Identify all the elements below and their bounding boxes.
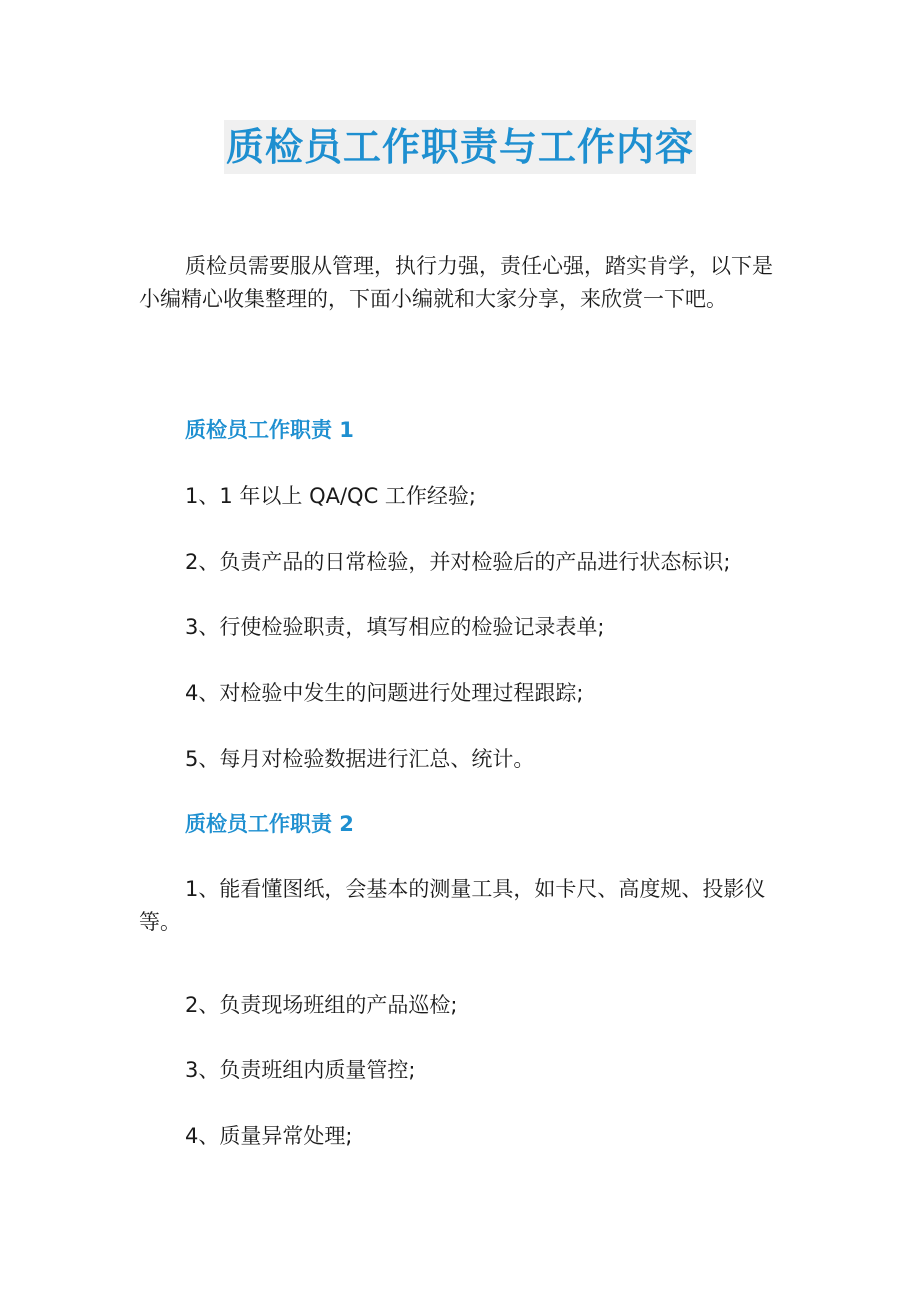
section-2-item-1: 1、能看懂图纸，会基本的测量工具，如卡尺、高度规、投影仪等。 <box>139 877 766 934</box>
section-2-item-4: 4、质量异常处理; <box>185 1124 353 1148</box>
section-2-item-2: 2、负责现场班组的产品巡检; <box>185 993 458 1017</box>
section-heading-2: 质检员工作职责 2 <box>185 812 354 836</box>
section-1-item-5: 5、每月对检验数据进行汇总、统计。 <box>185 747 535 771</box>
section-1-item-2: 2、负责产品的日常检验，并对检验后的产品进行状态标识; <box>185 550 731 574</box>
intro-paragraph: 质检员需要服从管理，执行力强，责任心强，踏实肯学，以下是小编精心收集整理的，下面小编就和大家分享，来欣赏一下吧。 <box>139 254 773 311</box>
section-heading-1: 质检员工作职责 1 <box>185 418 354 442</box>
section-1-item-1: 1、1 年以上 QA/QC 工作经验; <box>185 484 476 508</box>
title-container <box>0 120 920 174</box>
section-1-item-3: 3、行使检验职责，填写相应的检验记录表单; <box>185 615 605 639</box>
section-1-item-4: 4、对检验中发生的问题进行处理过程跟踪; <box>185 681 584 705</box>
section-2-item-3: 3、负责班组内质量管控; <box>185 1058 416 1082</box>
page-title: 质检员工作职责与工作内容 <box>224 120 696 174</box>
